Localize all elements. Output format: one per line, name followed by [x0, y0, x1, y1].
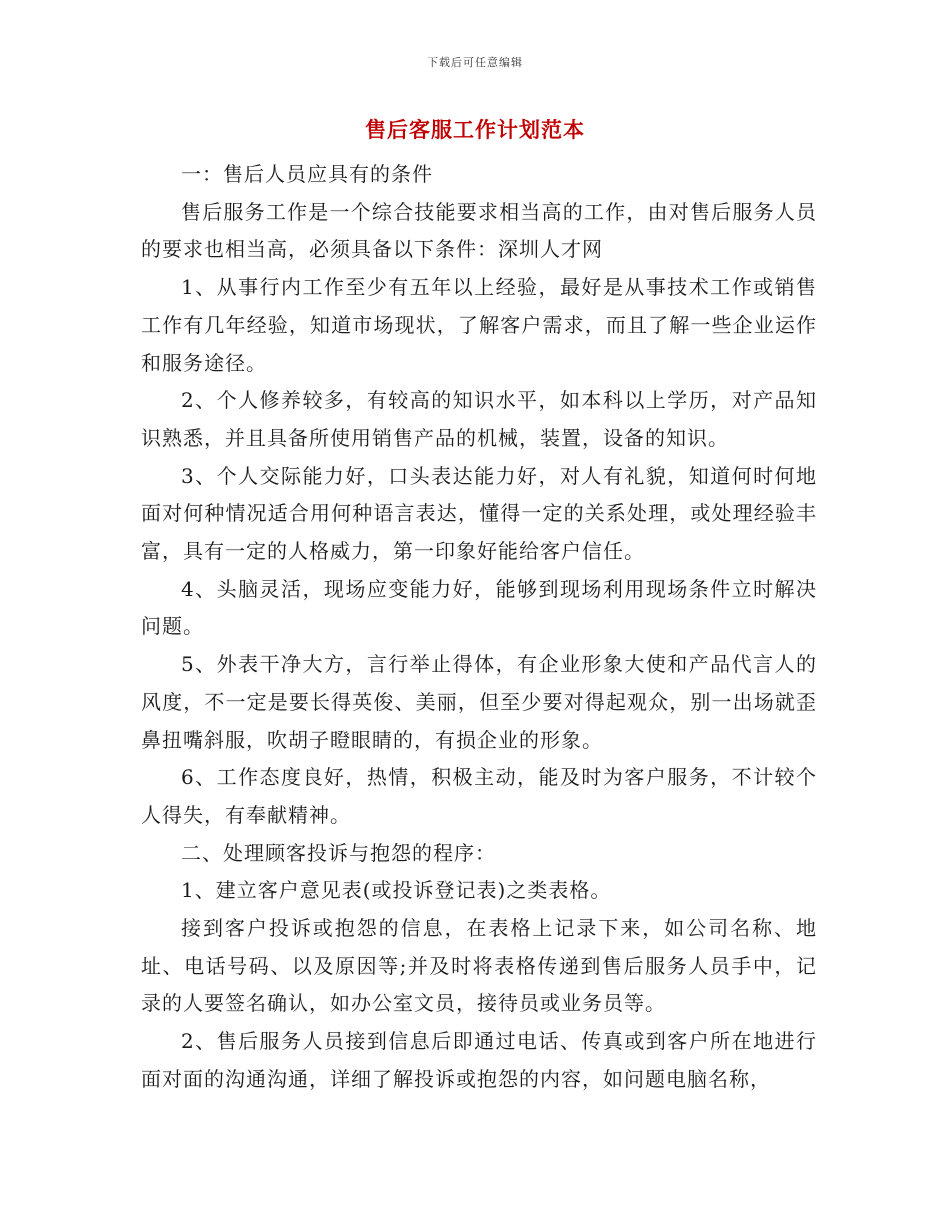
procedure-step-1: 1、建立客户意见表(或投诉登记表)之类表格。 [181, 878, 612, 903]
procedure-step-2: 2、售后服务人员接到信息后即通过电话、传真或到客户所在地进行面对面的沟通沟通，详细了解投诉或抱怨的内容，如问题电脑名称， [141, 1029, 817, 1091]
section-heading-2: 二、处理顾客投诉与抱怨的程序： [181, 840, 496, 865]
list-item-3: 3、个人交际能力好，口头表达能力好，对人有礼貌，知道何时何地面对何种情况适合用何种语言表达，懂得一定的关系处理，或处理经验丰富，具有一定的人格威力，第一印象好能给客户信任。 [141, 463, 817, 564]
list-item-4: 4、头脑灵活，现场应变能力好，能够到现场利用现场条件立时解决问题。 [141, 576, 817, 639]
list-item-1: 1、从事行内工作至少有五年以上经验，最好是从事技术工作或销售工作有几年经验，知道市场现状，了解客户需求，而且了解一些企业运作和服务途径。 [141, 275, 817, 375]
list-item-2: 2、个人修养较多，有较高的知识水平，如本科以上学历，对产品知识熟悉，并且具备所使用销售产品的机械，装置，设备的知识。 [141, 388, 817, 450]
paragraph: 接到客户投诉或抱怨的信息，在表格上记录下来，如公司名称、地址、电话号码、以及原因等;并及时将表格传递到售后服务人员手中，记录的人要签名确认，如办公室文员，接待员或业务员等。 [141, 916, 817, 1016]
list-item-5: 5、外表干净大方，言行举止得体，有企业形象大使和产品代言人的风度，不一定是要长得英俊、美丽，但至少要对得起观众，别一出场就歪鼻扭嘴斜服，吹胡子瞪眼睛的，有损企业的形象。 [141, 652, 817, 752]
document-body [141, 156, 817, 1099]
page-header-note: 下载后可任意编辑 [427, 56, 523, 69]
section-heading-1: 一：售后人员应具有的条件 [181, 162, 433, 186]
paragraph: 售后服务工作是一个综合技能要求相当高的工作，由对售后服务人员的要求也相当高，必须具备以下条件：深圳人才网 [141, 199, 817, 262]
document-title: 售后客服工作计划范本 [365, 117, 585, 142]
list-item-6: 6、工作态度良好，热情，积极主动，能及时为客户服务，不计较个人得失，有奉献精神。 [141, 765, 817, 827]
